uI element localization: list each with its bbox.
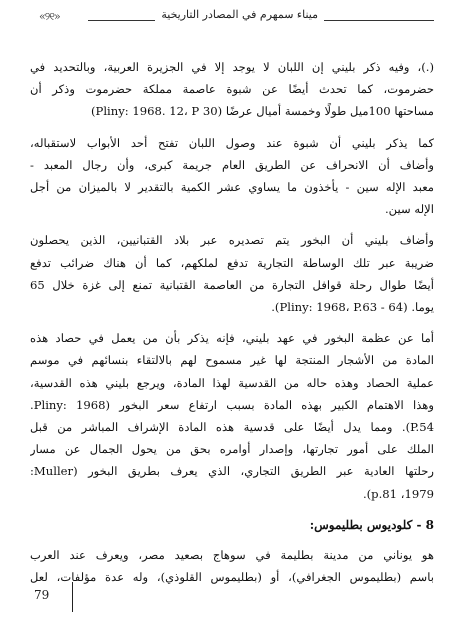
- text-line: أيضًا طوال رحلة قوافل التجارة من العاصمة القتبانية تمنع إلى غزة خلال 65: [30, 277, 434, 292]
- text-line: الإله سين.: [385, 202, 434, 217]
- running-title: ميناء سمهرم في المصادر التاريخية: [155, 8, 324, 21]
- page-number: 79: [34, 588, 50, 602]
- running-header: [30, 8, 434, 34]
- text-line: مساحتها 100ميل طولًا وخمسة أميال عرضًا (Pliny: 1968. 12، P 30): [91, 104, 434, 119]
- paragraph-3: [30, 229, 434, 318]
- page-body: [30, 56, 434, 597]
- text-line: وأضاف أن الانحراف عن الطريق العام جريمة كبرى، وأن رجال المعبد -: [30, 157, 434, 172]
- text-line: المادة من الأشجار المنتجة لها غير مسموح لهم بالالتقاء بنسائهم في موسم: [30, 353, 434, 368]
- text-line: كما يذكر بليني أن شبوة عند وصول اللبان تفتح أحد الأبواب لاستقباله،: [30, 135, 434, 150]
- text-line: حضرموت، كما تحدث أيضًا عن شبوة عاصمة مملكة حضرموت وذكر أن: [30, 82, 434, 97]
- text-line: الملك على أمور تجارتها، وإصدار أوامره بحق من يحول الجمال عن مسار: [30, 442, 434, 457]
- text-line: (.)، وفيه ذكر بليني إن اللبان لا يوجد إلا في الجزيرة العربية، وبالتحديد في: [30, 60, 434, 74]
- text-line: 1979، p.81).: [362, 486, 434, 501]
- text-line: معبد الإله سين - يأخذون ما يساوي عشر الكمية بالتقدير لا بالميزان من أجل: [30, 180, 434, 195]
- text-line: P.54). ومما يدل أيضًا على قدسية هذه المادة الإشراف المباشر من قبل: [30, 420, 434, 435]
- text-line: عملية الحصاد وهذه حاله من القدسية لهذا المادة، ويرجع بليني هذه القدسية،: [30, 375, 434, 390]
- footer-rule: [72, 582, 73, 612]
- paragraph-1: [30, 56, 434, 123]
- page-footer: [30, 582, 90, 612]
- closing-paragraph: [30, 544, 434, 588]
- text-line: هو يوناني من مدينة بطليمة في سوهاج بصعيد مصر، ويعرف عند العرب: [30, 547, 434, 562]
- section-heading: 8 - كلوديوس بطليموس:: [309, 517, 434, 532]
- text-line: وهذا الاهتمام الكبير بهذه المادة بسبب ارتفاع سعر البخور (Pliny: 1968.: [30, 397, 434, 412]
- text-line: رحلتها العادية عبر الطريق التجاري، الذي يعرف بطريق البخور (Muller:: [30, 464, 434, 479]
- text-line: يوما. (Pliny: 1968، P.63 - 64).: [271, 300, 434, 315]
- header-ornament: «୨୧»: [36, 10, 63, 24]
- text-line: ضريبة عبر تلك الوساطة التجارية تدفع لملكهم، كما أن هناك ضرائب تدفع: [30, 255, 434, 270]
- paragraph-4: [30, 327, 434, 505]
- text-line: أما عن عظمة البخور في عهد بليني، فإنه يذكر بأن من يعمل في حصاد هذه: [30, 331, 434, 346]
- text-line: باسم (بطليموس الجغرافي)، أو (بطليموس القلوذي)، وله عدة مؤلفات، لعل: [30, 570, 434, 585]
- text-line: وأضاف بليني أن البخور يتم تصديره عبر بلاد القتبانيين، الذين يحصلون: [30, 233, 434, 248]
- paragraph-2: [30, 132, 434, 221]
